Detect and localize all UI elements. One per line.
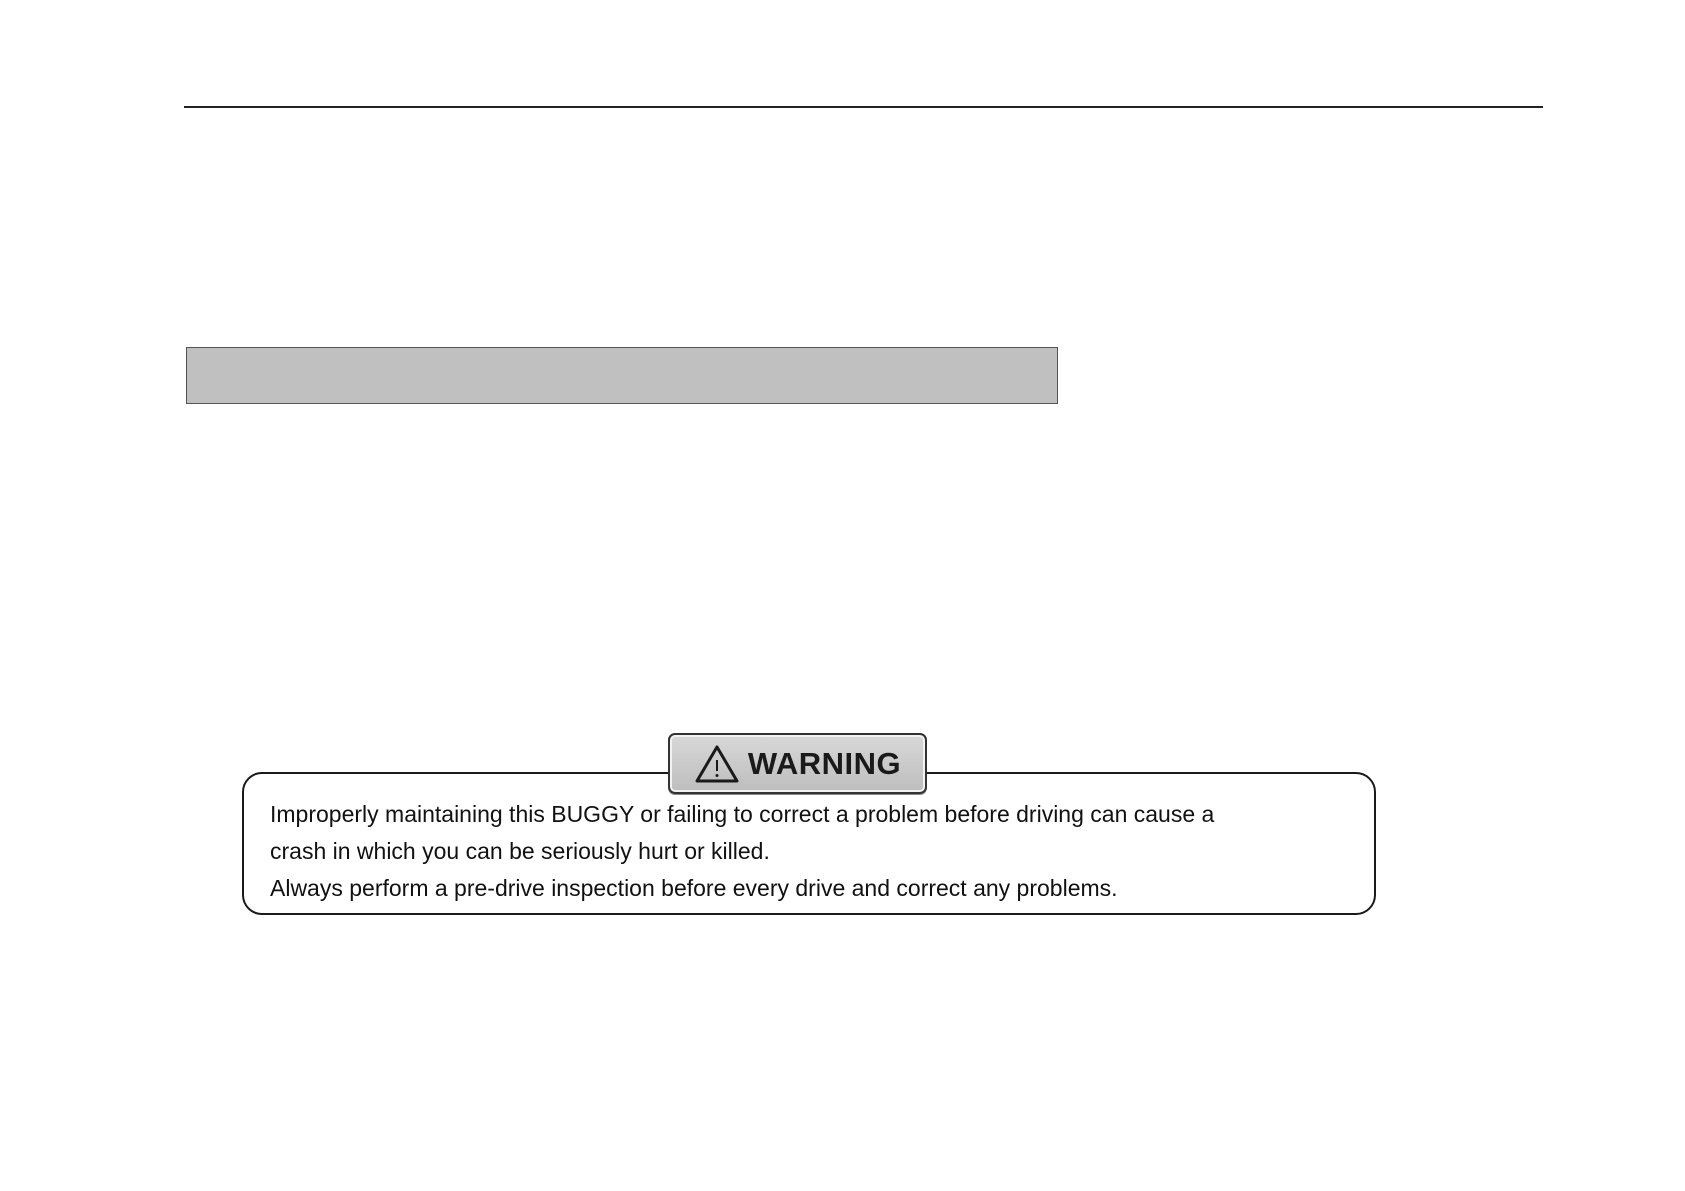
warning-line-3: Always perform a pre-drive inspection before every drive and correct any problems. xyxy=(270,875,1118,901)
warning-label: WARNING xyxy=(747,745,902,781)
warning-line-2: crash in which you can be seriously hurt or killed. xyxy=(270,838,770,864)
warning-triangle-icon xyxy=(694,744,740,784)
header-rule xyxy=(184,106,1543,108)
warning-line-1: Improperly maintaining this BUGGY or failing to correct a problem before driving can cause a xyxy=(270,801,1215,827)
section-heading-bar xyxy=(186,347,1058,404)
warning-text xyxy=(270,796,1344,907)
warning-badge xyxy=(668,733,927,794)
